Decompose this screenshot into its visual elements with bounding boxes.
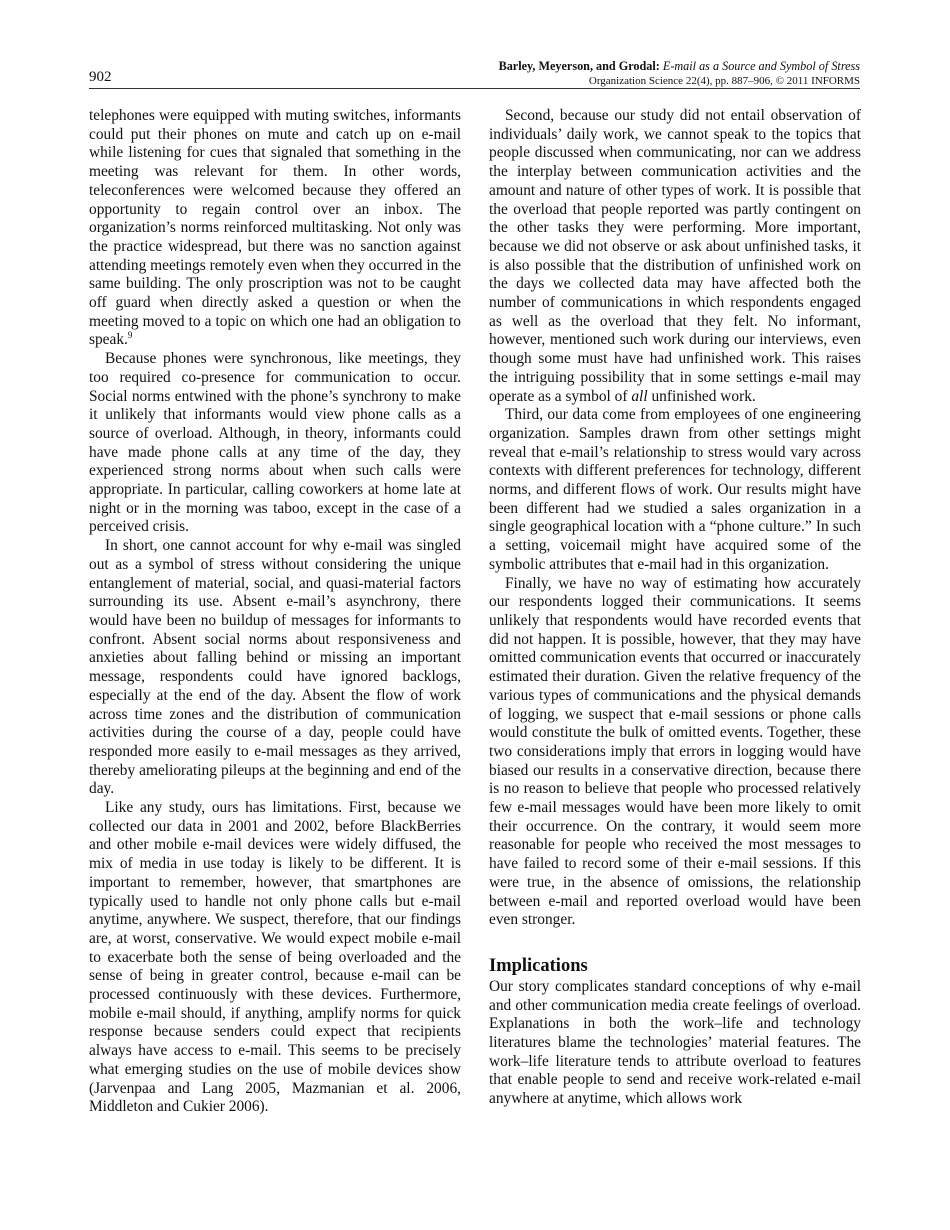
- paragraph: Because phones were synchronous, like meetings, they too required co-presence for communication to occur. Social norms entwined with the phone’s synchrony to make it unlikely that informants would view phone calls as a source of overload. Although, in theory, informants could have made phone calls at any time of the day, they experienced strong norms about when such calls were appropriate. In particular, calling coworkers at home late at night or in the morning was taboo, except in the case of a perceived crisis.: [89, 350, 461, 536]
- running-head-citation: Organization Science 22(4), pp. 887–906, © 2011 INFORMS: [588, 75, 860, 87]
- paragraph: Finally, we have no way of estimating how accurately our respondents logged their communications. It seems unlikely that respondents would have recorded events that did not happen. It is possible, however, that they may have omitted communication events that occurred or inaccurately estimated their duration. Given the relative frequency of the various types of communications and the physical demands of logging, we suspect that e-mail sessions or phone calls would constitute the bulk of omitted events. Together, these two considerations imply that errors in logging would have biased our results in a conservative direction, because there is no reason to believe that people who processed relatively few e-mail messages would have been more likely to omit their occurrence. On the contrary, it would seem more reasonable for people who received the most messages to have failed to record some of their e-mail sessions. If this were true, in the absence of omissions, the relationship between e-mail and reported overload would have been even stronger.: [489, 574, 861, 929]
- paragraph: Like any study, ours has limitations. First, because we collected our data in 2001 and 2002, before BlackBerries and other mobile e-mail devices were widely diffused, the mix of media in use today is likely to be different. It is important to remember, however, that smartphones are typically used to handle not only phone calls but e-mail anytime, anywhere. We suspect, therefore, that our findings are, at worst, conservative. We would expect mobile e-mail to exacerbate both the sense of being overloaded and the sense of being in greater control, because e-mail can be processed continuously with these devices. Furthermore, mobile e-mail should, if anything, amplify norms for quick response because senders could expect that recipients always have access to e-mail. This seems to be precisely what emerging studies on the use of mobile devices show (Jarvenpaa and Lang 2005, Mazmanian et al. 2006, Middleton and Cukier 2006).: [89, 799, 461, 1116]
- paragraph: In short, one cannot account for why e-mail was singled out as a symbol of stress without considering the unique entanglement of material, social, and quasi-material factors surrounding its use. Absent e-mail’s asynchrony, there would have been no buildup of messages for informants to confront. Absent social norms about responsiveness and anxieties about falling behind or missing an important message, respondents could have ignored backlogs, especially at the end of the day. Absent the flow of work across time zones and the distribution of communication activities during the course of a day, people could have responded more easily to e-mail messages as they arrived, thereby ameliorating pileups at the beginning and end of the day.: [89, 537, 461, 798]
- page-number: 902: [89, 69, 112, 85]
- paragraph: Second, because our study did not entail observation of individuals’ daily work, we cannot speak to the topics that people discussed when communicating, nor can we address the interplay between communication activities and the amount and nature of other types of work. It is possible that the overload that people reported was partly contingent on the other tasks they were performing. More important, because we did not observe or ask about unfinished tasks, it is also possible that the distribution of unfinished work on the days we collected data may have affected both the number of communications in which respondents engaged as well as the overload that they felt. No informant, however, mentioned such work during our interviews, even though some must have had unfinished work. This raises the intriguing possibility that in some settings e-mail may operate as a symbol of all unfinished work.: [489, 107, 861, 405]
- footnote-marker: 9: [127, 330, 133, 341]
- right-column: [489, 107, 861, 1109]
- paragraph: Our story complicates standard conceptions of why e-mail and other communication media create feelings of overload. Explanations in both the work–life and technology literatures blame the technologies’ material features. The work–life literature tends to attribute overload to features that enable people to send and receive work-related e-mail anywhere at anytime, which allows work: [489, 977, 861, 1108]
- emphasis: all: [631, 387, 648, 405]
- header-rule: [89, 88, 860, 89]
- running-head: [499, 59, 860, 89]
- left-column: [89, 107, 461, 1117]
- paragraph: Third, our data come from employees of one engineering organization. Samples drawn from other settings might reveal that e-mail’s relationship to stress would vary across contexts with different preferences for technology, different norms, and different flows of work. Our results might have been different had we studied a sales organization in a single geographical location with a “phone culture.” In such a setting, voicemail might have acquired some of the symbolic attributes that e-mail had in this organization.: [489, 406, 861, 573]
- running-head-authors: Barley, Meyerson, and Grodal:: [498, 59, 660, 73]
- running-head-title: E-mail as a Source and Symbol of Stress: [662, 59, 860, 73]
- section-heading-implications: Implications: [489, 955, 588, 976]
- paragraph: telephones were equipped with muting switches, informants could put their phones on mute and catch up on e-mail while listening for cues that signaled that something in the meeting was relevant for them. In other words, teleconferences were welcomed because they offered an opportunity to regain control over an inbox. The organization’s norms reinforced multitasking. Not only was the practice widespread, but there was no sanction against attending meetings remotely even when they occurred in the same building. The only proscription was not to be caught off guard when directly asked a question or when the meeting moved to a topic on which one had an obligation to speak.$^9$: [89, 107, 461, 349]
